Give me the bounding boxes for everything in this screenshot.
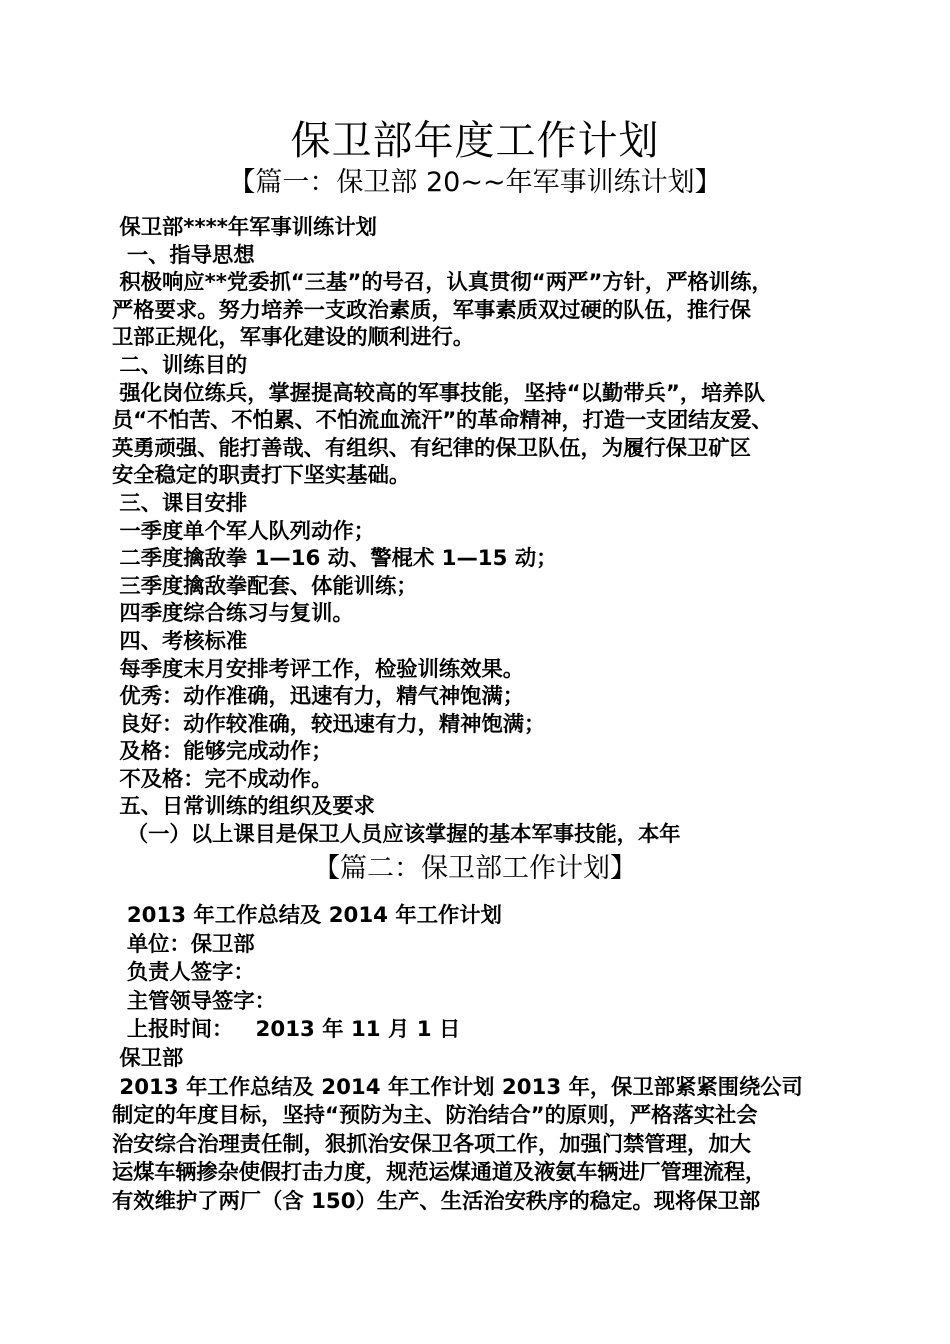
body-line: 积极响应**党委抓“三基”的号召，认真贯彻“两严”方针，严格训练，: [112, 270, 773, 296]
body-line: 制定的年度目标，坚持“预防为主、防治结合”的原则，严格落实社会: [112, 1103, 758, 1129]
body-line: 严格要求。努力培养一支政治素质，军事素质双过硬的队伍，推行保: [112, 297, 751, 323]
body-line: 良好：动作较准确，较迅速有力，精神饱满；: [112, 711, 546, 737]
date-line: 上报时间： 2013 年 11 月 1 日: [112, 1017, 461, 1043]
document-title: 保卫部年度工作计划: [290, 118, 660, 164]
body-line: （一）以上课目是保卫人员应该掌握的基本军事技能，本年: [112, 822, 681, 848]
body-line: 卫部正规化，军事化建设的顺利进行。: [112, 325, 475, 351]
body-line: 强化岗位练兵，掌握提高较高的军事技能，坚持“以勤带兵”，培养队: [112, 380, 766, 406]
section-heading: 五、日常训练的组织及要求: [112, 794, 375, 820]
report-title: 2013 年工作总结及 2014 年工作计划: [112, 903, 502, 928]
body-line: 英勇顽强、能打善哉、有组织、有纪律的保卫队伍，为履行保卫矿区: [112, 435, 751, 461]
body-line: 运煤车辆掺杂使假打击力度，规范运煤通道及液氨车辆进厂管理流程，: [112, 1160, 767, 1186]
body-line: 治安综合治理责任制，狠抓治安保卫各项工作，加强门禁管理，加大: [112, 1131, 751, 1157]
signer-line: 负责人签字：: [112, 960, 255, 986]
body-line: 员“不怕苦、不怕累、不怕流血流汗”的革命精神，打造一支团结友爱、: [112, 408, 773, 434]
body-line: 二季度擒敌拳 1—16 动、警棍术 1—15 动；: [112, 546, 558, 572]
part1-body: [112, 214, 848, 849]
body-line: 安全稳定的职责打下坚实基础。: [112, 463, 411, 489]
body-line: 每季度末月安排考评工作，检验训练效果。: [112, 656, 525, 682]
supervisor-line: 主管领导签字：: [112, 988, 276, 1014]
part1-heading: 【篇一：保卫部 20~~年军事训练计划】: [228, 167, 722, 198]
body-line: 一季度单个军人队列动作；: [112, 518, 375, 544]
body-line: 四季度综合练习与复训。: [112, 601, 354, 627]
section-heading: 三、课目安排: [112, 490, 248, 516]
body-line: 保卫部****年军事训练计划: [112, 215, 377, 240]
body-line: 不及格：完不成动作。: [112, 766, 333, 792]
body-line: 保卫部: [112, 1045, 184, 1071]
body-line: 优秀：动作准确，迅速有力，精气神饱满；: [112, 684, 525, 710]
part2-body: [112, 902, 848, 1217]
body-line: 三季度擒敌拳配套、体能训练；: [112, 573, 418, 599]
body-line: 2013 年工作总结及 2014 年工作计划 2013 年，保卫部紧紧围绕公司: [112, 1074, 803, 1100]
unit-line: 单位：保卫部: [112, 931, 255, 957]
body-line: 有效维护了两厂（含 150）生产、生活治安秩序的稳定。现将保卫部: [112, 1188, 761, 1214]
section-heading: 四、考核标准: [112, 628, 248, 654]
part2-heading: 【篇二：保卫部工作计划】: [313, 853, 637, 884]
section-heading: 二、训练目的: [112, 352, 248, 378]
section-heading: 一、指导思想: [112, 242, 255, 268]
body-line: 及格：能够完成动作；: [112, 739, 333, 765]
